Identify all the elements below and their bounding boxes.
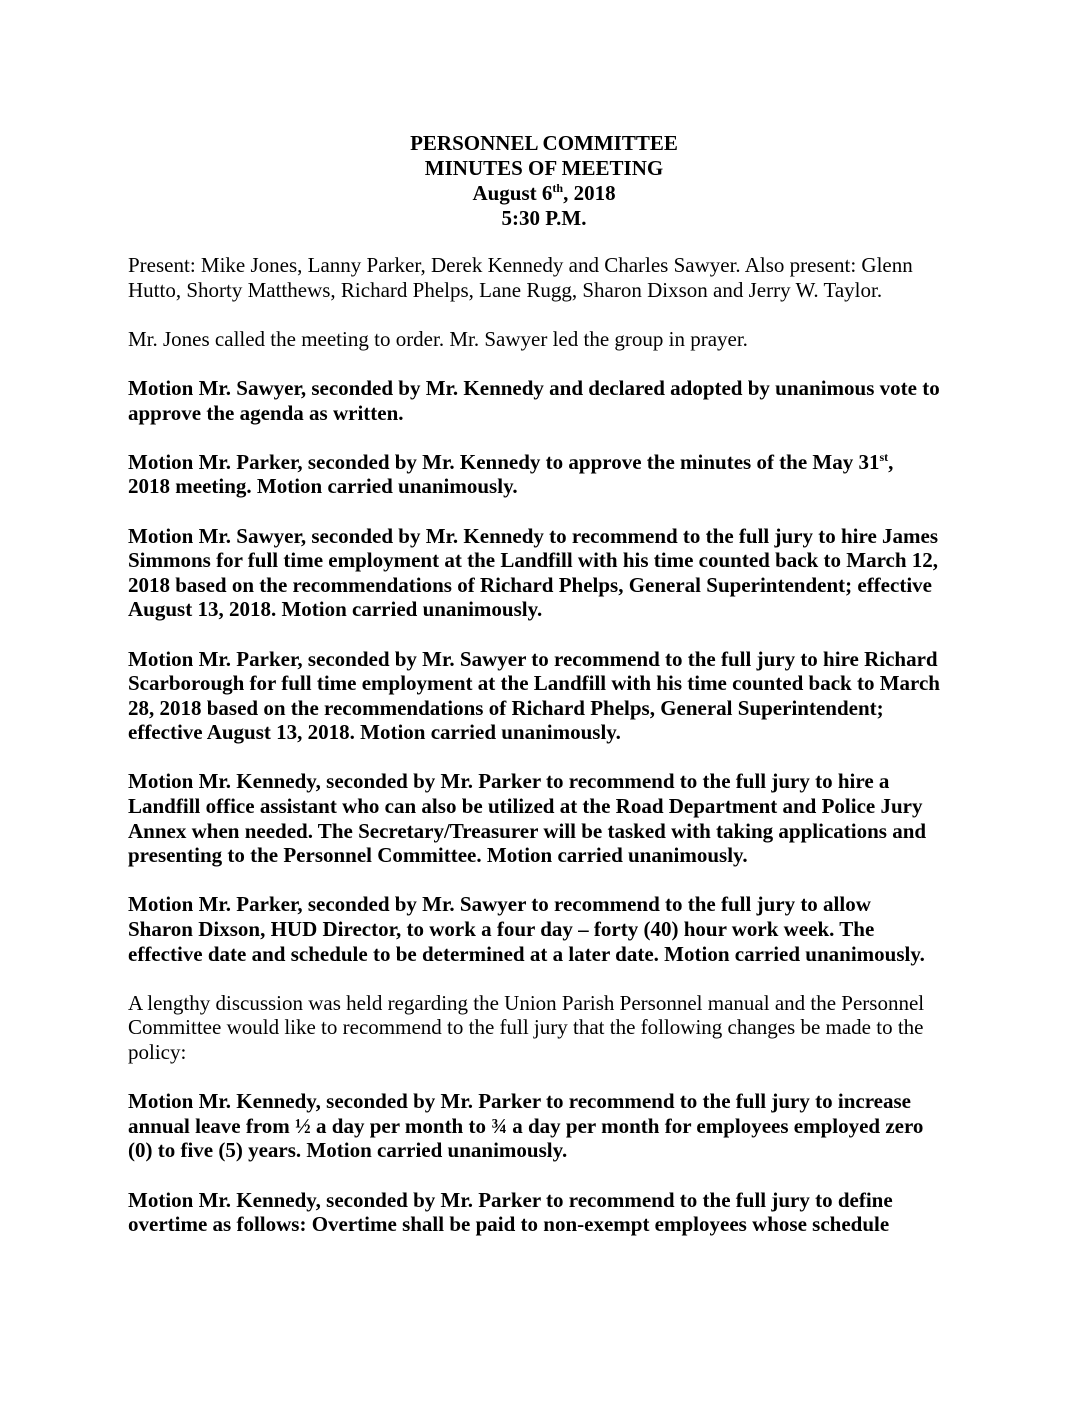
paragraph-line: Motion Mr. Kennedy, seconded by Mr. Parker to recommend to the full jury to define (128, 1187, 893, 1212)
paragraph-line: (0) to five (5) years. Motion carried unanimously. (128, 1138, 568, 1163)
paragraph-line: 2018 meeting. Motion carried unanimously. (128, 474, 518, 499)
document-header (0, 131, 1088, 231)
minutes-line-suffix: , (888, 449, 894, 474)
paragraph-line: Committee would like to recommend to the full jury that the following changes be made to the (128, 1015, 924, 1040)
paragraph-line: Present: Mike Jones, Lanny Parker, Derek Kennedy and Charles Sawyer. Also present: Glenn (128, 253, 913, 277)
paragraph-line: Scarborough for full time employment at the Landfill with his time counted back to March (128, 671, 940, 696)
discussion-paragraph (128, 991, 968, 1065)
motion-overtime-paragraph (128, 1188, 968, 1237)
paragraph-line: Motion Mr. Kennedy, seconded by Mr. Parker to recommend to the full jury to hire a (128, 769, 890, 794)
paragraph-line: Motion Mr. Kennedy, seconded by Mr. Parker to recommend to the full jury to increase (128, 1089, 911, 1114)
meeting-time: 5:30 P.M. (501, 206, 587, 230)
paragraph-line: presenting to the Personnel Committee. Motion carried unanimously. (128, 843, 748, 868)
paragraph-line: Mr. Jones called the meeting to order. Mr. Sawyer led the group in prayer. (128, 326, 748, 351)
paragraph-line: Motion Mr. Parker, seconded by Mr. Sawyer to recommend to the full jury to allow (128, 892, 871, 917)
committee-title: PERSONNEL COMMITTEE (410, 131, 678, 155)
meeting-date-prefix: August 6 (472, 181, 553, 205)
meeting-date (0, 181, 1088, 206)
paragraph-line: annual leave from ½ a day per month to ¾ a day per month for employees employed zero (128, 1113, 924, 1138)
paragraph-line (128, 450, 968, 475)
motion-annual-leave-paragraph (128, 1089, 968, 1163)
paragraph-line: overtime as follows: Overtime shall be paid to non-exempt employees whose schedule (128, 1212, 890, 1237)
paragraph-line: policy: (128, 1040, 187, 1064)
meeting-date-sup: th (552, 181, 564, 195)
minutes-line-sup: st (879, 449, 889, 464)
motion-minutes-paragraph (128, 450, 968, 499)
paragraph-line: Landfill office assistant who can also be utilized at the Road Department and Police Jury (128, 794, 923, 819)
minutes-line-prefix: Motion Mr. Parker, seconded by Mr. Kennedy to approve the minutes of the May 31 (128, 449, 880, 474)
paragraph-line: Simmons for full time employment at the Landfill with his time counted back to March 12, (128, 548, 939, 573)
motion-dixson-paragraph (128, 892, 968, 966)
motion-office-assistant-paragraph (128, 769, 968, 867)
paragraph-line: effective date and schedule to be determined at a later date. Motion carried unanimously. (128, 941, 925, 966)
paragraph-line: Sharon Dixson, HUD Director, to work a four day – forty (40) hour work week. The (128, 917, 875, 942)
paragraph-line: 2018 based on the recommendations of Richard Phelps, General Superintendent; effective (128, 572, 932, 597)
paragraph-line: Motion Mr. Sawyer, seconded by Mr. Kennedy to recommend to the full jury to hire James (128, 523, 938, 548)
motion-agenda-paragraph (128, 376, 968, 425)
minutes-title: MINUTES OF MEETING (424, 156, 664, 180)
paragraph-line: Annex when needed. The Secretary/Treasurer will be tasked with taking applications and (128, 818, 927, 843)
paragraph-line: Motion Mr. Parker, seconded by Mr. Sawyer to recommend to the full jury to hire Richard (128, 646, 938, 671)
present-paragraph (128, 253, 968, 302)
paragraph-line: Motion Mr. Sawyer, seconded by Mr. Kennedy and declared adopted by unanimous vote to (128, 375, 940, 400)
paragraph-line: effective August 13, 2018. Motion carried unanimously. (128, 720, 621, 745)
paragraph-line: Hutto, Shorty Matthews, Richard Phelps, Lane Rugg, Sharon Dixson and Jerry W. Taylor. (128, 277, 883, 302)
call-to-order-paragraph (128, 327, 968, 352)
document-body (128, 253, 968, 1261)
motion-scarborough-paragraph (128, 647, 968, 745)
motion-simmons-paragraph (128, 524, 968, 622)
paragraph-line: A lengthy discussion was held regarding the Union Parish Personnel manual and the Personnel (128, 990, 925, 1015)
paragraph-line: August 13, 2018. Motion carried unanimously. (128, 597, 543, 622)
paragraph-line: 28, 2018 based on the recommendations of Richard Phelps, General Superintendent; (128, 695, 884, 720)
paragraph-line: approve the agenda as written. (128, 400, 404, 425)
meeting-date-suffix: , 2018 (563, 181, 616, 205)
